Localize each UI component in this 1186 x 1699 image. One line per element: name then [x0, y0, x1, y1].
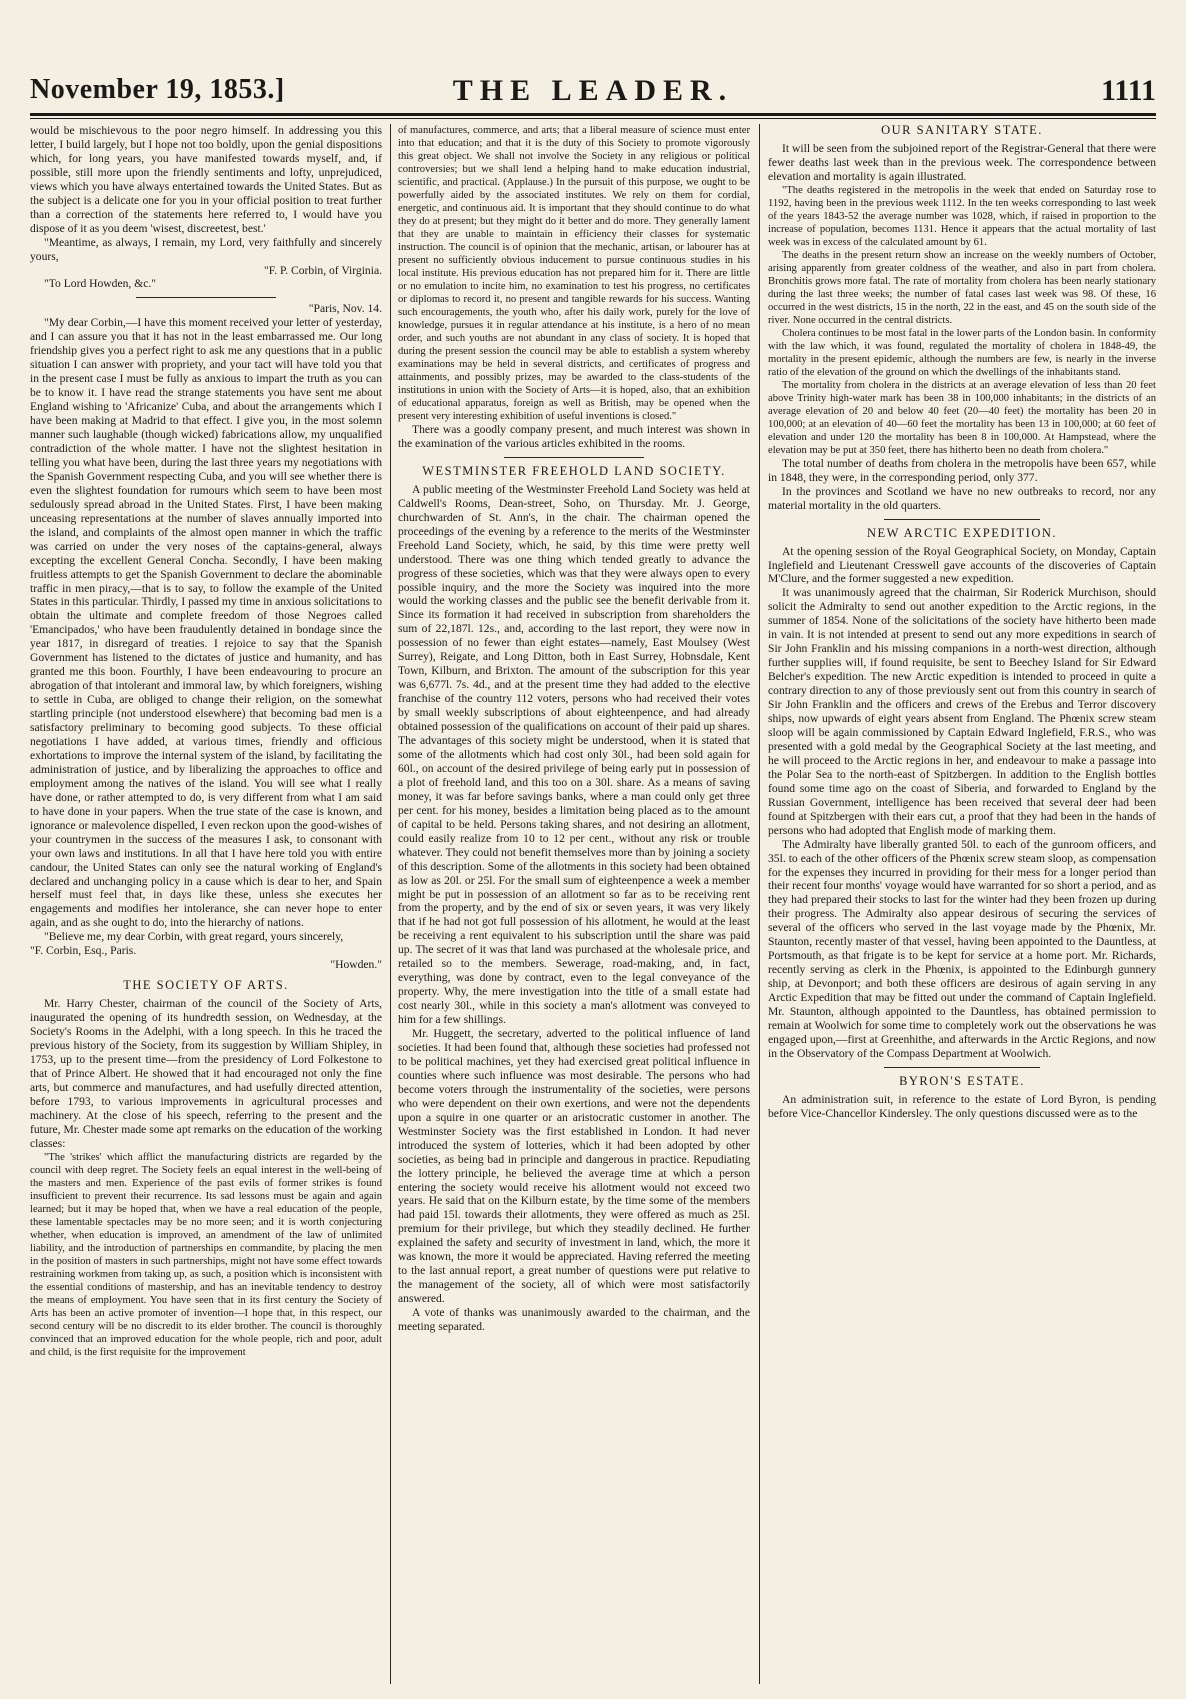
byron-paragraph: An administration suit, in reference to the estate of Lord Byron, is pending before Vice-Chancellor Kindersley. The only questions discussed were as to the	[768, 1092, 1156, 1120]
registrar-quote: The mortality from cholera in the districts at an average elevation of less than 20 feet above Trinity high-water mark has been 38 in 100,000 inhabitants; in the districts of an average elevation of 20 and below 40 feet (20—40 feet) the mortality has been 20 in 100,000; at an elevation of 40—60 feet the mortality has been 13 in 100,000; at 60 feet of elevation and under 120 the mortality has been 8 in 100,000. At Hampstead, where the elevation may be put at 350 feet, there has hitherto been no death from cholera."	[768, 379, 1156, 456]
heading-sanitary-state: OUR SANITARY STATE.	[881, 124, 1043, 137]
arctic-paragraph: At the opening session of the Royal Geographical Society, on Monday, Captain Inglefield and Lieutenant Cresswell gave accounts of the discoveries of Captain M'Clure, and the former suggested a new expedition.	[768, 544, 1156, 586]
newspaper-title: THE LEADER.	[452, 74, 734, 107]
separator	[884, 1067, 1039, 1068]
heading-byrons-estate: BYRON'S ESTATE.	[899, 1073, 1025, 1088]
reply-addressee: "F. Corbin, Esq., Paris.	[30, 944, 137, 958]
column-2	[398, 124, 750, 1684]
reply-closing: "Believe me, my dear Corbin, with great regard, yours sincerely,	[44, 930, 344, 944]
reply-signature: "Howden."	[330, 958, 382, 972]
page-number: 1111	[1100, 74, 1156, 107]
column-3	[768, 124, 1156, 1684]
separator	[504, 457, 645, 458]
westminster-paragraph: Mr. Huggett, the secretary, adverted to the political influence of land societies. It had been found that, although these societies had professed not to be political machines, yet they had exercised great political influence in counties where such influence was most desirable. The persons who had become voters through the instrumentality of the societies, were persons who were dependent on their own exertions, and were not the dependents upon a squire in one quarter or an aristocratic customer in another. The Westminster Society was the first established in London. It had never introduced the system of lotteries, which it had been adopted by other societies, as being bad in principle and dangerous in practice. Repudiating the lottery principle, he believed the average time at which a person entering the society would receive his allotment would not exceed two years. He said that on the Kilburn estate, by the time some of the members had paid 15l. towards their allotments, they were offered as much as 25l. premium for their privilege, but which they steadily declined. He further explained the safety and security of investment in land, which, the more it was known, the more it would be appreciated. Having referred the meeting to the last annual report, a great number of questions were put relative to the management of the society, all of which were most satisfactorily answered.	[398, 1027, 750, 1306]
registrar-quote: "The deaths registered in the metropolis in the week that ended on Saturday rose to 1192, having been in the previous week 1112. In the ten weeks corresponding to last week of the years 1843-52 the average number was 1028, which, if raised in proportion to the increase of population, becomes 1131. Hence it appears that the actual mortality of last week was in excess of the calculated amount by 61.	[768, 184, 1156, 248]
reply-paragraph: "My dear Corbin,—I have this moment received your letter of yesterday, and I can assure you that it has not in the least embarrassed me. Our long friendship gives you a perfect right to ask me any questions that in a public situation I can answer with propriety, and your tact will have told you that in the present case I must be fully as anxious to impart the truth as you can be to know it. I have read the strange statements you have sent me about England wishing to 'Africanize' Cuba, and about the arrangements which I have been making at Madrid to that effect. I give you, in the most solemn manner such laughable (though wicked) fabrications allow, my unqualified contradiction of the whole matter. I have not the slightest hesitation in telling you what have been, during the last three years my negotiations with the Spanish Government respecting Cuba, and you will see whether there is even the slightest foundation for rumours which seem to have been most sedulously spread abroad in the United States. First, I have been making unceasing representations at the number of slaves annually imported into the island, and complaints of the almost open manner in which the traffic was carried on under the very noses of the captains-general, always excepting the excellent General Concha. Secondly, I have been making fruitless attempts to get the Spanish Government to declare the abominable traffic in men piracy,—that is to say, to follow the example of the United States in this particular. Thirdly, I passed my time in anxious solicitations to obtain the ultimate and complete freedom of those Negroes called 'Emancipados,' who have been fraudulently detained in bondage since the year 1817, in disregard of treaties. I rejoice to say that the Spanish Government has listened to the dictates of justice and humanity, and has granted me this boon. Fourthly, I have been endeavouring to procure an abrogation of that intolerant and immoral law, by which foreigners, wishing to settle in Cuba, are obliged to change their religion, on the somewhat startling principle (not understood elsewhere) that becoming bad men is a satisfactory preliminary to becoming good subjects. To these official negotiations I have added, at various times, friendly and officious exhortations to improve the internal system of the island, by facilitating the administration of justice, and by liberalizing the approaches to office and employment among the natives of the island. You will see what I really have done, or rather attempted to do, is very different from what I am said to have done in your papers. When the true state of the case is known, and ignorance or malevolence dispelled, I even reckon upon the good-wishes of your countrymen in the success of the measures I ask, to consonant with your own laws and institutions. In all that I have here told you with entire candour, the United States can only see the natural working of England's declared and unchanging policy in a cause which is dear to her, and Spain herself must feel that, in days like these, unless she executes her engagements and modifies her intolerance, she can never hope to enter again, and as she ought to do, into the hierarchy of nations.	[30, 316, 382, 930]
separator	[884, 519, 1039, 520]
sanitary-paragraph: It will be seen from the subjoined report of the Registrar-General that there were fewer deaths last week than in the previous week. The correspondence between elevation and mortality is again illustrated.	[768, 141, 1156, 183]
westminster-paragraph: A public meeting of the Westminster Freehold Land Society was held at Caldwell's Rooms, Dean-street, Soho, on Thursday. Mr. J. George, churchwarden of St. Ann's, in the chair. The chairman opened the proceedings of the evening by a reference to the merits of the Westminster Freehold Land Society, which, he said, by this time were pretty well understood. There was one thing which tended greatly to advance the progress of these societies, which was that they were always open to every possible inquiry, and the more the Society was inquired into the more would the working classes and the public see the benefit derivable from it. Since its formation it had received in subscription from shareholders the sum of 22,187l. 12s., and, according to the last report, they were now in possession of no fewer than eight estates—namely, East Moulsey (West Surrey), Reigate, and Long Ditton, both in East Surrey, Hobnsdale, Kent Town, Kilburn, and Brixton. The amount of the subscription for this year was 6,677l. 7s. 4d., and at the present time they had added to the elective franchise of the country 112 voters, persons who had received their votes by small weekly subscriptions of about eighteenpence, and had already obtained possession of the qualifications on account of their paid up shares. The advantages of this society might be understood, when it is stated that some of the allotments which had cost only 30l., had been sold again for 60l., on account of the desired privilege of being early put in possession of a plot of freehold land, and this too on a 30l. share. As a means of saving money, it was far before savings banks, where a man could only get three per cent. for his money, besides a limitation being placed as to the amount of capital to be held. Persons taking shares, and not desiring an allotment, could easily realize from 10 to 12 per cent., without any risk or trouble whatever. They could not benefit themselves more than by joining a society of this description. Some of the allotments in this society had been obtained as low as 20l. or 25l. For the small sum of eighteenpence a week a member might be put in possession of an allotment so far as to be receiving rent from the property, and by the end of six or seven years, it was very likely that if he had not got full possession of his allotment, he would at the least be receiving a rent equivalent to his subscription until the share was paid up. The secret of it was that land was purchased at the wholesale price, and retailed so to the members. Sewerage, road-making, and, in fact, everything, was done by contract, even to the legal conveyance of the property. Why, the mere investigation into the title of a small estate had cost nearly 30l., while in this society a man's allotment was conveyed to him for a few shillings.	[398, 482, 750, 1027]
column-divider-1	[390, 124, 391, 1684]
registrar-quote: Cholera continues to be most fatal in the lower parts of the London basin. In conformity with the law which, it was found, regulated the mortality of cholera in 1848-49, the mortality in the present epidemic, although the numbers are few, is nearly in the inverse ratio of the elevation of the ground on which the dwellings of the inhabitants stand.	[768, 327, 1156, 378]
arctic-paragraph: It was unanimously agreed that the chairman, Sir Roderick Murchison, should solicit the Admiralty to send out another expedition to the Arctic regions, in the summer of 1854. None of the solicitations of the society have hitherto been made in vain. It is not intended at present to send out any more expeditions in search of Sir John Franklin and his missing companions in a north-west direction, although further supplies will, if found requisite, be sent to Beechey Island for Sir Edward Belcher's expedition. The new Arctic expedition is intended to proceed in quite a contrary direction to any of those previously sent out from this country in search of Sir John Franklin and the officers and crews of the Erebus and Terror discovery ships, now upwards of eight years absent from England. The Phœnix screw steam sloop will be again commissioned by Captain Edward Inglefield, F.R.S., who was presented with a gold medal by the Geographical Society at the last meeting, and he will proceed to the Arctic regions in her, and endeavour to make a passage into the Polar Sea to the north-east of Spitzbergen. In addition to the English bottles found some time ago on the coast of Siberia, and forwarded to England by the Russian Government, intelligence has been received that several deer had been found at Spitzbergen with their ears cut, a proof that they had been in the hands of persons who had adopted that English mode of marking them.	[768, 586, 1156, 837]
sanitary-paragraph: In the provinces and Scotland we have no new outbreaks to record, nor any material mortality in the old quarters.	[768, 484, 1156, 512]
arctic-paragraph: The Admiralty have liberally granted 50l. to each of the gunroom officers, and 35l. to each of the other officers of the Phœnix screw steam sloop, as compensation for the expenses they incurred in providing for their mess for a longer period than their recent four months' voyage would have warranted for so short a period, and as they had prepared their stocks to last for the winter had they been frozen up during their progress. The Admiralty also appear desirous of securing the services of several of the officers who served in the last voyage made by the Phœnix, Mr. Staunton, recently master of that vessel, having been appointed to the Dauntless, at Portsmouth, as that frigate is to be kept for service at a home port. Mr. Richards, recently serving as clerk in the Phœnix, is appointed to the Edinburgh gunnery ship, at Devonport; and both these officers are desirous of again serving in any Arctic Expedition that may be fitted out under the command of Captain Inglefield. Mr. Staunton, although appointed to the Dauntless, has obtained permission to remain at Woolwich for some time to completely work out the observations he was engaged upon,—first at Greenhithe, and afterwards in the Arctic Regions, and now in the Observatory of the Compass Department at Woolwich.	[768, 837, 1156, 1060]
society-paragraph: Mr. Harry Chester, chairman of the council of the Society of Arts, inaugurated the opening of its hundredth session, on Wednesday, at the Society's Rooms in the Adelphi, with a long speech. In this he traced the previous history of the Society, from its suggestion by William Shipley, in 1753, up to the present time—from the presidency of Lord Folkestone to that of Prince Albert. He showed that it had encouraged not only the fine arts, but commerce and manufactures, and had usefully directed attention, before 1793, to various improvements in agricultural processes and machinery. At the close of his speech, referring to the present and the future, Mr. Chester made some apt remarks on the education of the working classes:	[30, 997, 382, 1150]
masthead-rule-thin	[30, 118, 1156, 119]
reply-dateline: "Paris, Nov. 14.	[308, 302, 382, 316]
masthead-rule	[30, 113, 1156, 116]
masthead	[30, 74, 1156, 114]
letter-addressee: "To Lord Howden, &c."	[44, 277, 157, 291]
heading-society-of-arts: THE SOCIETY OF ARTS.	[123, 978, 289, 993]
letter-signature: "F. P. Corbin, of Virginia.	[264, 263, 382, 277]
letter-closing: "Meantime, as always, I remain, my Lord, very faithfully and sincerely yours,	[30, 235, 382, 263]
heading-arctic-expedition: NEW ARCTIC EXPEDITION.	[866, 525, 1058, 540]
heading-westminster-freehold: WESTMINSTER FREEHOLD LAND SOCIETY.	[422, 463, 726, 478]
society-closing-paragraph: There was a goodly company present, and much interest was shown in the examination of the various articles exhibited in the rooms.	[398, 423, 750, 450]
westminster-paragraph: A vote of thanks was unanimously awarded to the chairman, and the meeting separated.	[398, 1306, 750, 1334]
separator	[136, 297, 277, 298]
letter-paragraph: would be mischievous to the poor negro himself. In addressing you this letter, I build largely, but I hope not too boldly, upon the genial dispositions which, for long years, you have manifested towards myself, and, if possible, still more upon the friendly sentiments and lofty, unprejudiced, views which you have always entertained towards the United States. But as the subject is a delicate one for you in your official position to treat further than a correction of the statements here referred to, I would have you dispose of it as you deem 'wisest, discreetest, best.'	[30, 124, 382, 235]
column-divider-2	[759, 124, 760, 1684]
society-quote-continued: of manufactures, commerce, and arts; that a liberal measure of science must enter into that education; and that it is the duty of this Society to promote vigorously this great object. We shall not involve the Society in any religious or political controversies; but we shall lend a helping hand to make education industrial, scientific, and practical. (Applause.) In the pursuit of this purpose, we ought to be powerfully aided by the associated institutes. We rely on them for cordial, energetic, and continuous aid. It is important that they should continue to do what they do at present; but they might do it better and do more. They generally lament that they are unable to maintain in efficiency their classes for systematic instruction. The council is of opinion that the mechanic, artisan, or labourer has at present no sufficiently obvious inducement to pursue continuous studies in his local institute. His previous education has not prepared him for it. There are little or no emulation to incite him, no examination to test his progress, no certificates or diplomas to record it, no present and tangible rewards for his success. Wanting such encouragements, the youth who, after his daily work, purely for the love of knowledge, pursues it in regular attendance at his institute, is a hero of no mean order, and such youths are not abundant in any class of society. It is hoped that during the present session the council may be able to establish a system whereby examinations may be held in several districts, and certificates of progress and attainments, and possibly prizes, may be awarded to the class-students of the institutions in union with the Society of Arts—it is hoped, also, that an exhibition of educational apparatus, foreign as well as British, may be opened when the present very interesting exhibition of useful inventions is closed."	[398, 125, 750, 422]
sanitary-paragraph: The total number of deaths from cholera in the metropolis have been 657, while in 1848, they were, in the corresponding period, only 377.	[768, 456, 1156, 484]
issue-date: November 19, 1853.]	[30, 74, 285, 105]
society-quote: "The 'strikes' which afflict the manufacturing districts are regarded by the council with deep regret. The Society feels an equal interest in the well-being of the masters and men. Experience of the past evils of former strikes is found insufficient to prevent their recurrence. Its sad lessons must be again and again learned; but it may be hoped that, when we have a real education of the people, these lamentable spectacles may be no more seen; and it is worth conjecturing whether, when education is improved, an amendment of the law of unlimited liability, and the introduction of partnerships en commandite, by placing the men in the position of masters in such partnerships, might not have some effect towards restraining workmen from taking up, as such, a position which is inconsistent with the essential conditions of mastership, and has an inevitable tendency to destroy the means of employment. You have seen that in its first century the Society of Arts has been an active promoter of invention—I hope that, in this respect, our second century will be no discredit to its elder brother. The council is thoroughly convinced that an improved education for the whole people, rich and poor, adult and child, is the first requisite for the improvement	[30, 1151, 382, 1358]
column-1	[30, 124, 382, 1684]
registrar-quote: The deaths in the present return show an increase on the weekly numbers of October, arising apparently from greater coldness of the weather, and also in part from cholera. Bronchitis grows more fatal. The rate of mortality from cholera has been nearly stationary during the last three weeks; the number of fatal cases last week was 98. Of these, 16 occurred in the west districts, 15 in the north, 22 in the east, and 45 on the south side of the river. None occurred in the central districts.	[768, 249, 1156, 326]
